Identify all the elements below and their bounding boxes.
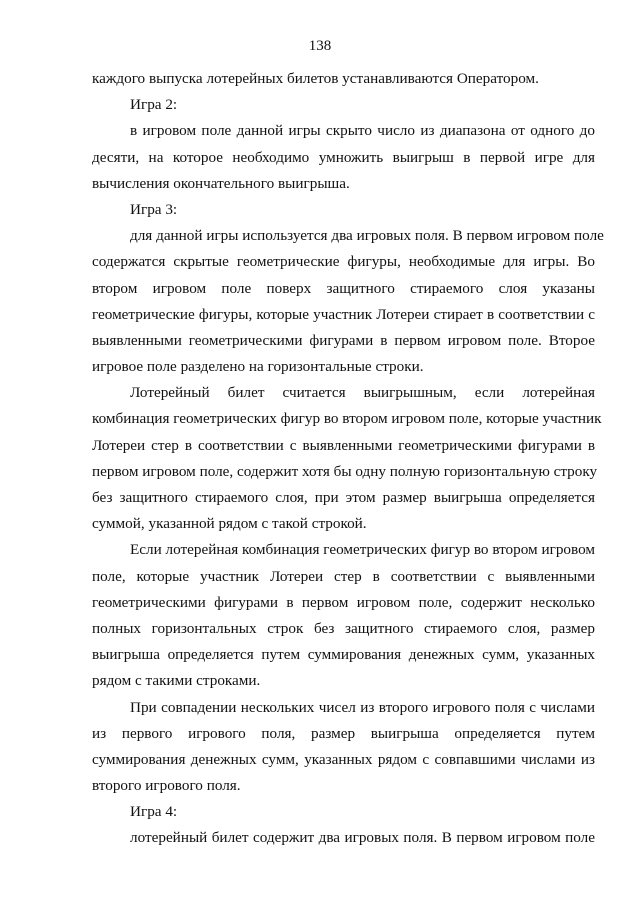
text-line: При совпадении нескольких чисел из второго игрового поля с числами <box>130 698 595 716</box>
text-line: полных горизонтальных строк без защитного стираемого слоя, размер <box>92 619 595 637</box>
text-line: второго игрового поля. <box>92 777 241 795</box>
text-line: каждого выпуска лотерейных билетов устанавливаются Оператором. <box>92 70 539 87</box>
text-line: выявленными геометрическими фигурами в первом игровом поле. Второе <box>92 331 595 349</box>
text-line: комбинация геометрических фигур во втором игровом поле, которые участник <box>92 410 602 428</box>
game-heading: Игра 3: <box>130 200 178 218</box>
text-line: без защитного стираемого слоя, при этом размер выигрыша определяется <box>92 489 595 506</box>
text-line: первом игровом поле, содержит хотя бы одну полную горизонтальную строку <box>92 462 598 480</box>
text-line: содержатся скрытые геометрические фигуры, необходимые для игры. Во <box>92 253 595 271</box>
game-heading: Игра 4: <box>130 803 178 821</box>
text-line: в игровом поле данной игры скрыто число из диапазона от одного до <box>130 122 595 140</box>
document-body <box>92 66 604 852</box>
game-heading: Игра 2: <box>130 96 178 114</box>
text-line: втором игровом поле поверх защитного стираемого слоя указаны <box>92 279 595 297</box>
text-line: геометрическими фигурами в первом игровом поле, содержит несколько <box>92 593 595 611</box>
text-line: для данной игры используется два игровых поля. В первом игровом поле <box>130 227 604 245</box>
text-line: поле, которые участник Лотереи стер в соответствии с выявленными <box>92 567 595 585</box>
text-line: Если лотерейная комбинация геометрических фигур во втором игровом <box>130 541 595 559</box>
text-line: рядом с такими строками. <box>92 672 261 690</box>
text-line: лотерейный билет содержит два игровых поля. В первом игровом поле <box>130 829 595 847</box>
text-line: суммирования денежных сумм, указанных рядом с совпавшими числами из <box>92 750 595 768</box>
text-line: игровое поле разделено на горизонтальные строки. <box>92 358 424 376</box>
text-line: вычисления окончательного выигрыша. <box>92 174 350 192</box>
text-line: суммой, указанной рядом с такой строкой. <box>92 515 367 533</box>
text-line: выигрыша определяется путем суммирования денежных сумм, указанных <box>92 646 595 664</box>
text-line: из первого игрового поля, размер выигрыша определяется путем <box>92 724 595 742</box>
page-number: 138 <box>308 38 332 54</box>
text-line: Лотереи стер в соответствии с выявленными геометрическими фигурами в <box>92 436 595 454</box>
text-line: геометрические фигуры, которые участник Лотереи стирает в соответствии с <box>92 305 595 323</box>
text-line: Лотерейный билет считается выигрышным, если лотерейная <box>130 384 595 402</box>
text-line: десяти, на которое необходимо умножить выигрыш в первой игре для <box>92 148 595 166</box>
